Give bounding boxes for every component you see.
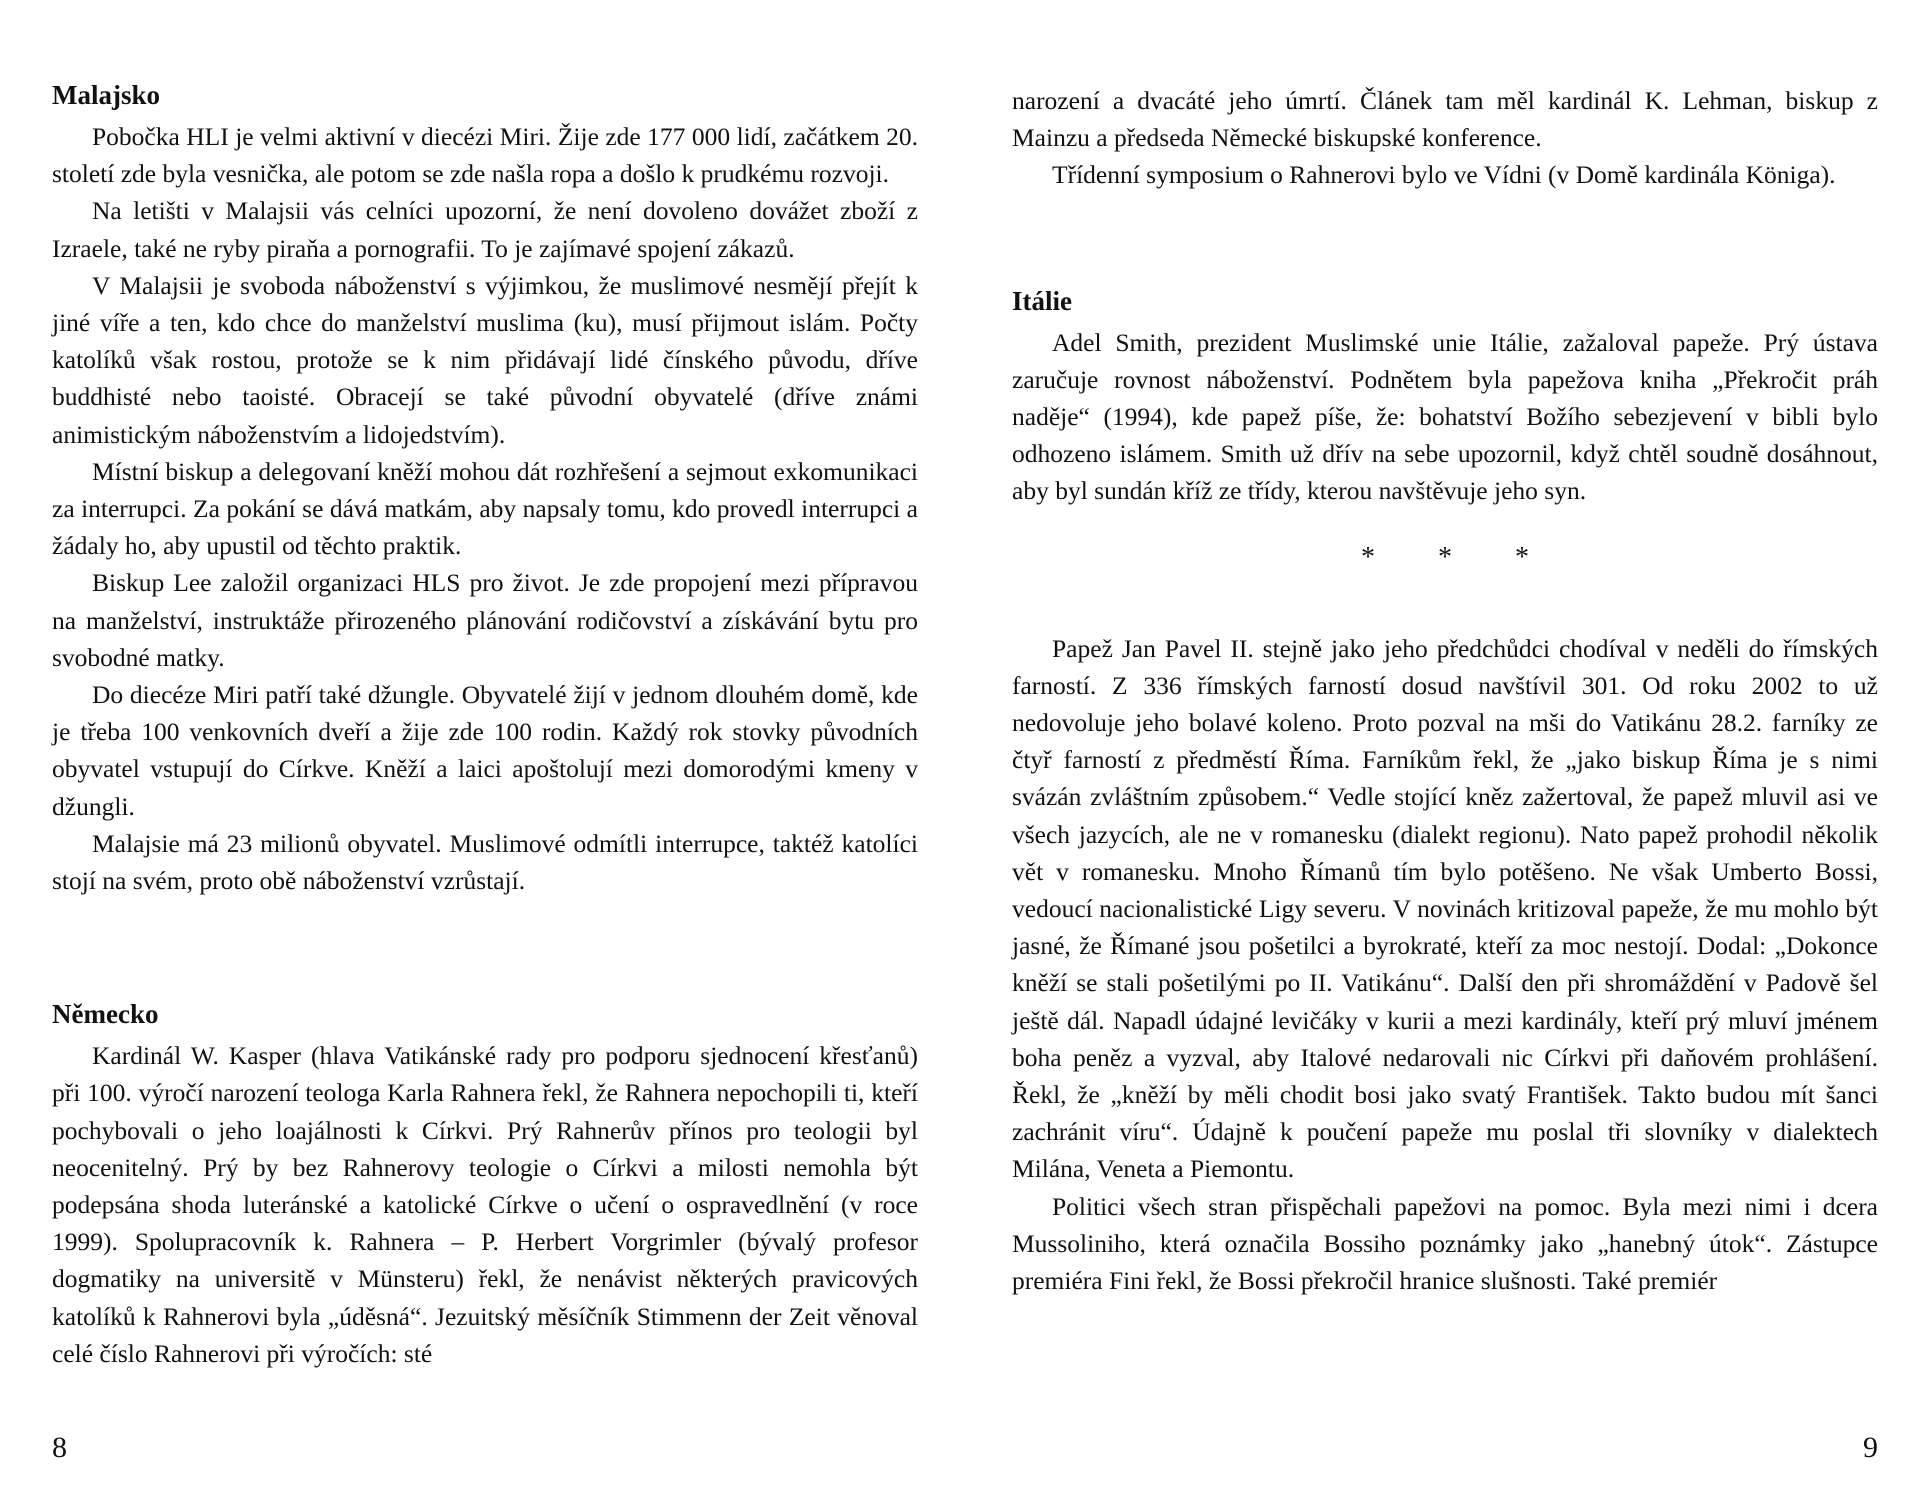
malajsko-paragraph-5: Biskup Lee založil organizaci HLS pro život. Je zde propojení mezi přípravou na manželství, instruktáže přirozeného plánování rodičovství a získávání bytu pro svobodné matky. xyxy=(52,568,918,672)
section-spacer xyxy=(1012,194,1878,282)
symposium-paragraph: Třídenní symposium o Rahnerovi bylo ve Vídni (v Domě kardinála Königa). xyxy=(1052,160,1836,190)
heading-italie: Itálie xyxy=(1012,285,1072,316)
page-number-left: 8 xyxy=(52,1431,67,1464)
papez-paragraph-2: Politici všech stran přispěchali papežovi na pomoc. Byla mezi nimi i dcera Mussoliniho, která označila Bossiho poznámky jako „hanebný útok“. Zástupce premiéra Fini řekl, že Bossi překročil hranice slušnosti. Také premiér xyxy=(1012,1191,1878,1296)
nemecko-continuation: narození a dvacáté jeho úmrtí. Článek tam měl kardinál K. Lehman, biskup z Mainzu a předseda Německé biskupské konference. xyxy=(1012,86,1878,153)
malajsko-paragraph-3: V Malajsii je svoboda náboženství s výjimkou, že muslimové nesmějí přejít k jiné víře a ten, kdo chce do manželství muslima (ku), musí přijmout islám. Počty katolíků však rostou, protože se k nim přidávají lidé čínského původu, dříve buddhisté nebo taoisté. Obracejí se také původní obyvatelé (dříve známi animistickým náboženstvím a lidojedstvím). xyxy=(52,270,918,449)
right-page xyxy=(1012,0,1878,1500)
malajsko-paragraph-4: Místní biskup a delegovaní kněží mohou dát rozhřešení a sejmout exkomunikaci za interrupci. Za pokání se dává matkám, aby napsaly tomu, kdo provedl interrupci a žádaly ho, aby upustil od těchto praktik. xyxy=(52,456,918,561)
nemecko-paragraph: Kardinál W. Kasper (hlava Vatikánské rady pro podporu sjednocení křesťanů) při 100. výročí narození teologa Karla Rahnera řekl, že Rahnera nepochopili ti, kteří pochybovali o jeho loajálnosti k Církvi. Prý Rahnerův přínos pro teologii byl neocenitelný. Prý by bez Rahnerovy teologie o Církvi a milosti nemohla být podepsána shoda luteránské a katolické Církve o učení o ospravedlnění (v roce 1999). Spolupracovník k. Rahnera – P. Herbert Vorgrimler (bývalý profesor dogmatiky na universitě v Münsteru) řekl, že nenávist některých pravicových katolíků k Rahnerovi byla „úděsná“. Jezuitský měsíčník Stimmenn der Zeit věnoval celé číslo Rahnerovi při výročích: sté xyxy=(52,1041,918,1368)
right-page-text xyxy=(1012,82,1878,1299)
italie-paragraph: Adel Smith, prezident Muslimské unie Itálie, zažaloval papeže. Prý ústava zaručuje rovnost náboženství. Podnětem byla papežova kniha „Překročit práh naděje“ (1994), kde papež píše, že: bohatství Božího sebezjevení v bibli bylo odhozeno islámem. Smith už dřív na sebe upozornil, když chtěl soudně dosáhnout, aby byl sundán kříž ze třídy, kterou navštěvuje jeho syn. xyxy=(1012,327,1878,506)
left-page-text xyxy=(52,76,918,1372)
section-separator: * * * xyxy=(1361,541,1557,573)
page-number-right: 9 xyxy=(1863,1431,1878,1464)
heading-malajsko: Malajsko xyxy=(52,80,160,110)
malajsko-paragraph-7: Malajsie má 23 milionů obyvatel. Muslimové odmítli interrupce, taktéž katolíci stojí na svém, proto obě náboženství vzrůstají. xyxy=(52,828,918,896)
malajsko-paragraph-2: Na letišti v Malajsii vás celníci upozorní, že není dovoleno dovážet zboží z Izraele, také ne ryby piraňa a pornografii. To je zajímavé spojení zákazů. xyxy=(52,196,918,263)
heading-nemecko: Německo xyxy=(52,999,159,1030)
malajsko-paragraph-1: Pobočka HLI je velmi aktivní v diecézi Miri. Žije zde 177 000 lidí, začátkem 20. století zde byla vesnička, ale potom se zde našla ropa a došlo k prudkému rozvoji. xyxy=(52,122,918,189)
papez-paragraph-1: Papež Jan Pavel II. stejně jako jeho předchůdci chodíval v neděli do římských farností. Z 336 římských farností dosud navštívil 301. Od roku 2002 to už nedovoluje jeho bolavé koleno. Proto pozval na mši do Vatikánu 28.2. farníky ze čtyř farností z předměstí Říma. Farníkům řekl, že „jako biskup Říma je s nimi svázán zvláštním způsobem.“ Vedle stojící kněz zažertoval, že papež mluvil asi ve všech jazycích, ale ne v romanesku (dialekt regionu). Nato papež prohodil několik vět v romanesku. Mnoho Římanů tím bylo potěšeno. Ne však Umberto Bossi, vedoucí nacionalistické Ligy severu. V novinách kritizoval papeže, že mu mohlo být jasné, že Římané jsou pošetilci a byrokraté, kteří za moc nestojí. Dodal: „Dokonce kněží se stali pošetilými po II. Vatikánu“. Další den při shromáždění v Padově šel ještě dál. Napadl údajné levičáky v kurii a mezi kardinály, kteří prý mluví jménem boha peněz a vyzval, aby Italové nedarovali nic Církvi při daňovém prohlášení. Řekl, že „kněží by měli chodit bosi jako svatý František. Takto budou mít šanci zachránit víru“. Údajně k poučení papeže mu poslal tři slovníky v dialektech Milána, Veneta a Piemontu. xyxy=(1012,633,1878,1184)
left-page xyxy=(52,0,918,1500)
section-spacer xyxy=(52,899,918,995)
malajsko-paragraph-6: Do diecéze Miri patří také džungle. Obyvatelé žijí v jednom dlouhém domě, kde je třeba 100 venkovních dveří a žije zde 100 rodin. Každý rok stovky původních obyvatel vstupují do Církve. Kněží a laici apoštolují mezi domorodými kmeny v džungli. xyxy=(52,680,918,821)
